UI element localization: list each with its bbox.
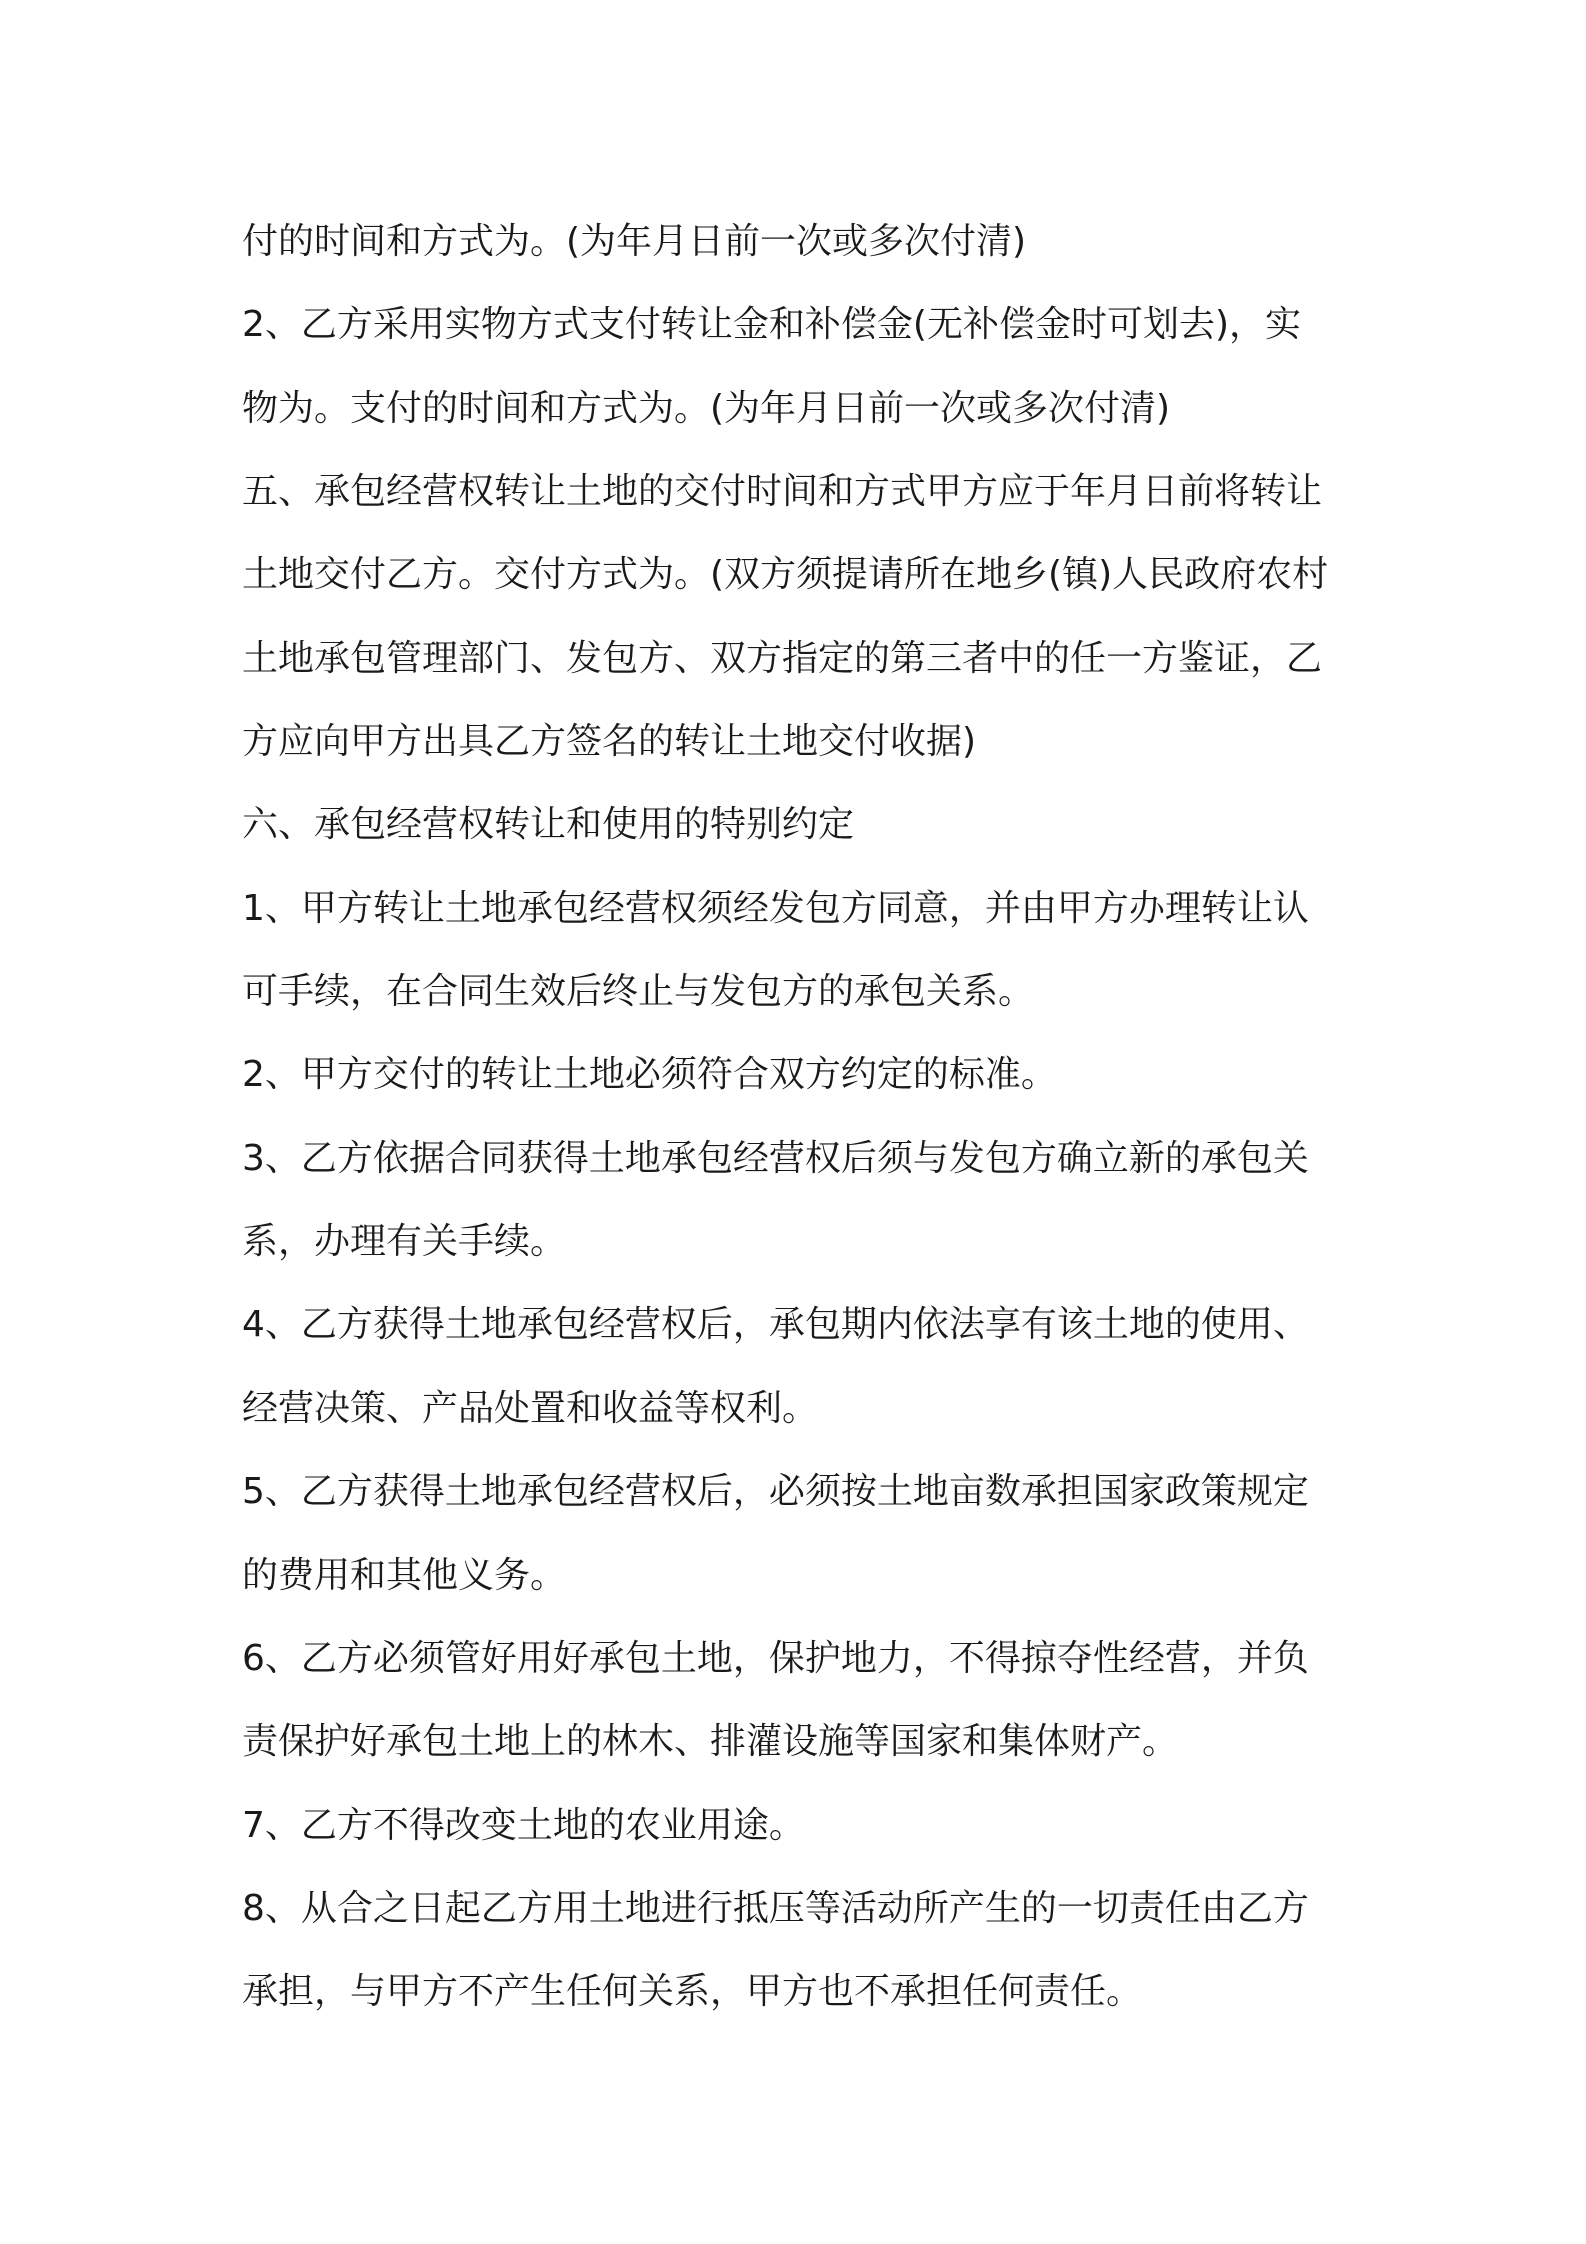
text-line: 土地承包管理部门、发包方、双方指定的第三者中的任一方鉴证，乙 — [242, 637, 1323, 679]
text-line: 土地交付乙方。交付方式为。(双方须提请所在地乡(镇)人民政府农村 — [242, 554, 1329, 596]
text-line: 1、甲方转让土地承包经营权须经发包方同意，并由甲方办理转让认 — [242, 887, 1309, 929]
text-line: 可手续，在合同生效后终止与发包方的承包关系。 — [242, 971, 1035, 1013]
text-line: 经营决策、产品处置和收益等权利。 — [242, 1387, 819, 1429]
text-line: 物为。支付的时间和方式为。(为年月日前一次或多次付清) — [242, 387, 1171, 429]
text-line: 2、乙方采用实物方式支付转让金和补偿金(无补偿金时可划去)，实 — [242, 304, 1301, 346]
text-line: 8、从合之日起乙方用土地进行抵压等活动所产生的一切责任由乙方 — [242, 1887, 1309, 1929]
text-line: 5、乙方获得土地承包经营权后，必须按土地亩数承担国家政策规定 — [242, 1471, 1309, 1513]
section-heading: 六、承包经营权转让和使用的特别约定 — [242, 804, 855, 846]
text-line: 承担，与甲方不产生任何关系，甲方也不承担任何责任。 — [242, 1971, 1143, 2013]
text-line: 付的时间和方式为。(为年月日前一次或多次付清) — [242, 221, 1027, 262]
text-line: 责保护好承包土地上的林木、排灌设施等国家和集体财产。 — [242, 1721, 1179, 1763]
text-line: 方应向甲方出具乙方签名的转让土地交付收据) — [242, 721, 977, 763]
text-line: 的费用和其他义务。 — [242, 1554, 567, 1596]
text-line: 4、乙方获得土地承包经营权后，承包期内依法享有该土地的使用、 — [242, 1304, 1309, 1346]
text-line: 系，办理有关手续。 — [242, 1221, 567, 1263]
text-line: 7、乙方不得改变土地的农业用途。 — [242, 1804, 805, 1846]
text-line: 五、承包经营权转让土地的交付时间和方式甲方应于年月日前将转让 — [242, 471, 1323, 513]
document-body — [242, 200, 1357, 2034]
text-line: 2、甲方交付的转让土地必须符合双方约定的标准。 — [242, 1054, 1057, 1096]
text-line: 3、乙方依据合同获得土地承包经营权后须与发包方确立新的承包关 — [242, 1137, 1309, 1179]
text-line: 6、乙方必须管好用好承包土地，保护地力，不得掠夺性经营，并负 — [242, 1637, 1309, 1679]
